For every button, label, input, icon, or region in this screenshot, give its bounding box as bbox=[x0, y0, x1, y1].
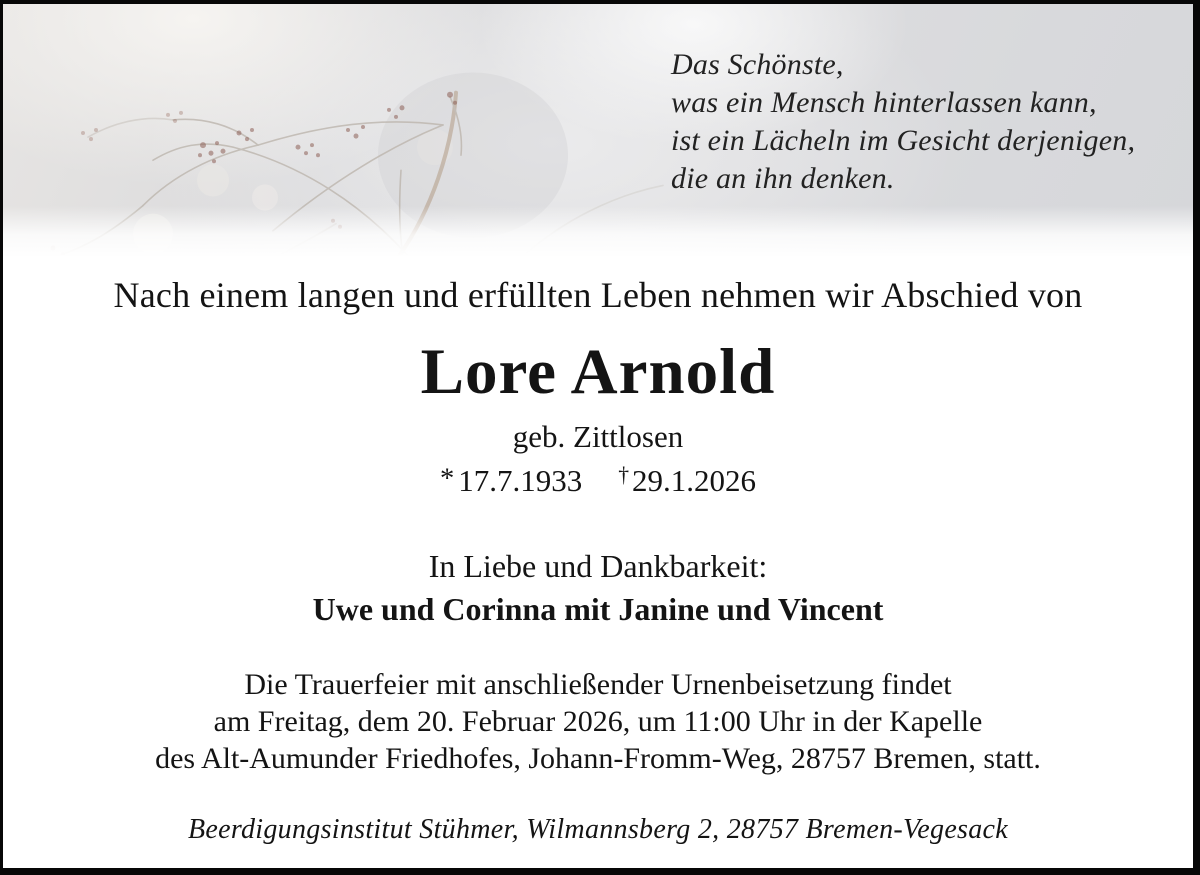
maiden-name: geb. Zittlosen bbox=[512, 419, 684, 454]
quote-line: ist ein Lächeln im Gesicht derjenigen, bbox=[671, 124, 1136, 157]
life-dates bbox=[3, 463, 1193, 499]
memorial-quote bbox=[671, 46, 1135, 198]
ceremony-line: des Alt-Aumunder Friedhofes, Johann-Fromm-Weg, 28757 Bremen, statt. bbox=[155, 742, 1041, 775]
birth-date: 17.7.1933 bbox=[458, 463, 583, 499]
ceremony-line: am Freitag, dem 20. Februar 2026, um 11:00 Uhr in der Kapelle bbox=[213, 705, 983, 738]
ceremony-line: Die Trauerfeier mit anschließender Urnenbeisetzung findet bbox=[244, 668, 952, 701]
ceremony-details bbox=[3, 666, 1193, 777]
death-date: 29.1.2026 bbox=[632, 463, 757, 499]
quote-line: die an ihn denken. bbox=[671, 162, 895, 195]
intro-line: Nach einem langen und erfüllten Leben nehmen wir Abschied von bbox=[113, 275, 1083, 315]
death-cross-icon: † bbox=[618, 463, 633, 487]
farewell-heading: In Liebe und Dankbarkeit: bbox=[428, 548, 768, 584]
mourners-line: Uwe und Corinna mit Janine und Vincent bbox=[312, 591, 884, 627]
quote-line: Das Schönste, bbox=[671, 48, 844, 81]
funeral-home-line: Beerdigungsinstitut Stühmer, Wilmannsberg 2, 28757 Bremen-Vegesack bbox=[187, 814, 1008, 845]
quote-line: was ein Mensch hinterlassen kann, bbox=[671, 86, 1097, 119]
deceased-name: Lore Arnold bbox=[420, 336, 776, 408]
born-star-icon: * bbox=[439, 463, 459, 495]
memorial-photo bbox=[3, 4, 1193, 256]
